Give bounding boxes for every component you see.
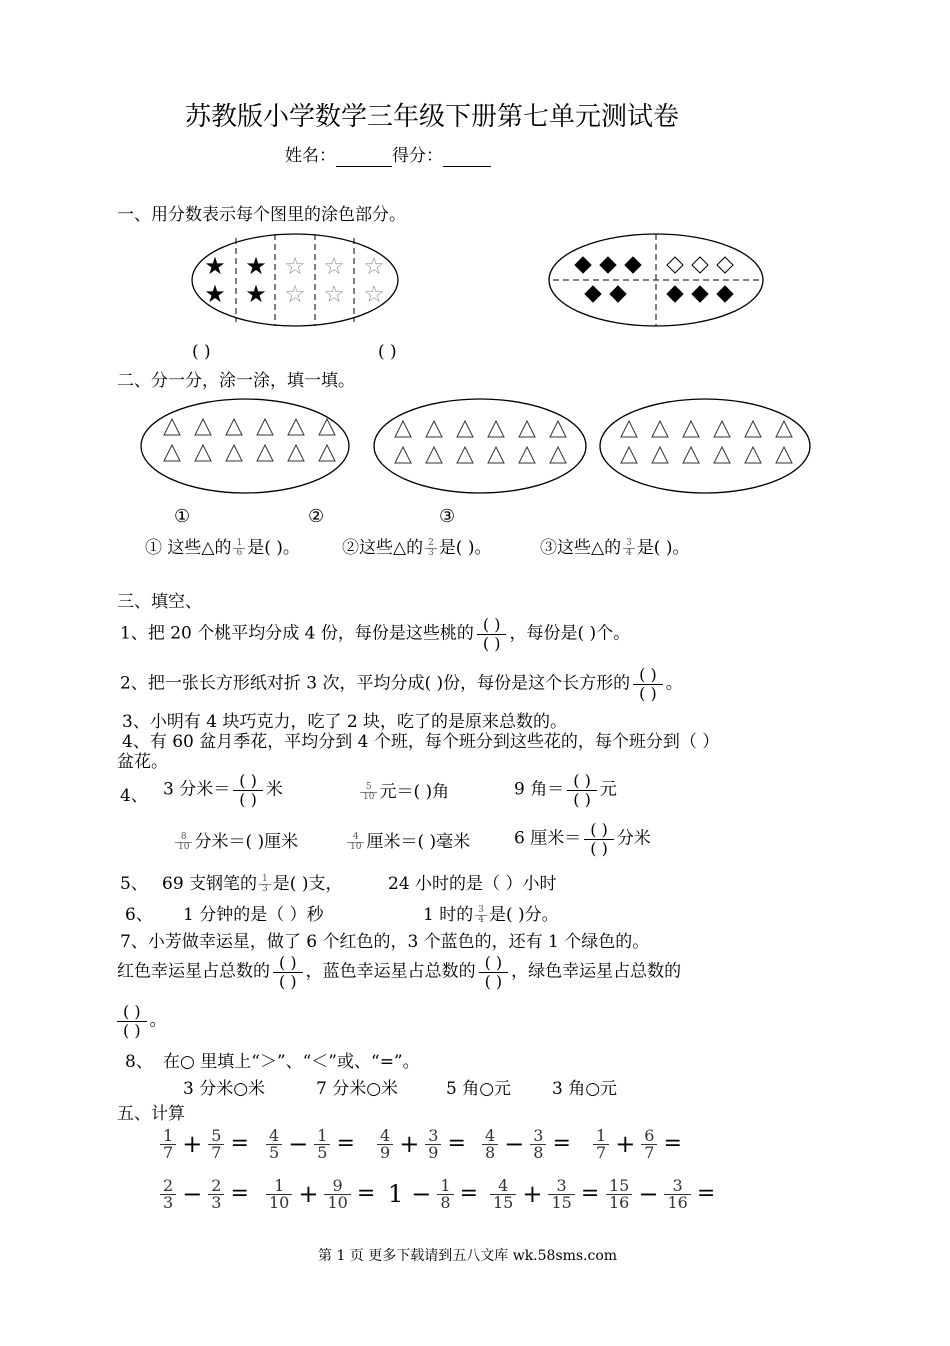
fraction (593, 1128, 609, 1161)
fraction (641, 1128, 657, 1161)
numerator-blank: ( ) (639, 665, 657, 684)
unit-c-unit: 元 (599, 779, 617, 800)
fraction (314, 1128, 330, 1161)
unit-question-label: 4、 (120, 786, 148, 806)
q6-text-b: 1 时的 (423, 905, 474, 925)
q5-part-a (162, 874, 342, 894)
numerator: 1 (596, 1126, 607, 1145)
numerator: 5 (365, 782, 372, 792)
q8-item-2[interactable]: 7 分米○米 (316, 1079, 399, 1099)
s2-question-2 (342, 538, 491, 558)
calc-r2-3 (388, 1178, 478, 1211)
s3-q2-text-2: 。 (665, 673, 683, 694)
numerator: 3 (428, 1126, 439, 1145)
s3-question-4-line-1: 4、有 60 盆月季花，平均分到 4 个班，每个班分到这些花的，每个班分到（ ） (122, 732, 720, 752)
unit-a-unit: 米 (265, 779, 283, 800)
q5-text-a: 69 支钢笔的 (162, 874, 258, 894)
operator: + (298, 1180, 319, 1209)
fraction-blank[interactable] (117, 1003, 147, 1039)
svg-text:☆: ☆ (363, 252, 385, 280)
svg-text:★: ★ (245, 252, 267, 280)
calc-r1-2 (264, 1128, 355, 1161)
q6-text-c[interactable]: 是( )分。 (488, 905, 559, 925)
q8-item-1[interactable]: 3 分米○米 (183, 1079, 266, 1099)
svg-text:★: ★ (204, 252, 226, 280)
unit-e-text[interactable]: 厘米＝( )毫米 (366, 832, 471, 852)
s2-q3-answer[interactable]: 是( )。 (636, 538, 690, 558)
fraction (425, 1128, 441, 1161)
triangle-oval-2 (372, 397, 588, 495)
equals-sign[interactable]: = (580, 1181, 600, 1207)
calc-r2-2 (264, 1178, 375, 1211)
section-2-heading: 二、分一分，涂一涂，填一填。 (117, 371, 355, 391)
section-5-heading: 五、计算 (117, 1104, 185, 1124)
name-label: 姓名： (285, 146, 336, 166)
fraction (208, 1178, 224, 1211)
denominator: 7 (641, 1144, 657, 1161)
numerator: 1 (163, 1126, 174, 1145)
numerator-blank: ( ) (573, 771, 591, 790)
equals-sign[interactable]: = (336, 1131, 355, 1157)
calc-r1-5 (591, 1128, 682, 1161)
numerator: 1 (236, 538, 243, 548)
denominator: 10 (266, 1194, 292, 1211)
fraction (548, 1178, 574, 1211)
numerator-blank: ( ) (484, 953, 503, 972)
fraction-blank[interactable] (584, 821, 614, 857)
operator: − (182, 1180, 203, 1209)
q7-line-3 (114, 1003, 167, 1039)
denominator: 10 (360, 792, 377, 802)
numerator: 4 (380, 1126, 391, 1145)
numerator: 3 (626, 538, 632, 548)
numerator-blank: ( ) (482, 615, 501, 634)
numerator: 3 (672, 1176, 683, 1195)
fraction (530, 1128, 546, 1161)
unit-conversion-a (163, 772, 283, 808)
denominator: 4 (623, 548, 635, 558)
svg-text:☆: ☆ (284, 280, 306, 308)
denominator-blank: ( ) (233, 790, 263, 809)
denominator-blank: ( ) (633, 684, 663, 703)
fraction (160, 1178, 176, 1211)
q8-item-3[interactable]: 5 角○元 (446, 1079, 512, 1099)
svg-text:☆: ☆ (363, 280, 385, 308)
unit-c-text: 9 角＝ (514, 779, 565, 800)
s2-question-1 (145, 538, 300, 558)
fraction (606, 1178, 632, 1211)
q6-part-b (423, 905, 559, 925)
page-footer: 第 1 页 更多下载请到五八文库 wk.58sms.com (318, 1248, 618, 1264)
q8-item-4[interactable]: 3 角○元 (552, 1079, 618, 1099)
s3-q1-text: 1、把 20 个桃平均分成 4 份，每份是这些桃的 (120, 623, 474, 644)
fraction (324, 1178, 350, 1211)
equals-sign[interactable]: = (230, 1181, 249, 1207)
denominator: 4 (475, 915, 487, 925)
fraction (425, 539, 437, 558)
numerator: 3 (533, 1126, 544, 1145)
svg-text:★: ★ (204, 280, 226, 308)
equals-sign[interactable]: = (447, 1131, 466, 1157)
denominator: 3 (259, 884, 271, 894)
denominator: 3 (425, 548, 437, 558)
numerator-blank: ( ) (239, 771, 257, 790)
equals-sign[interactable]: = (552, 1131, 571, 1157)
numerator: 4 (269, 1126, 280, 1145)
denominator: 7 (208, 1144, 224, 1161)
denominator: 10 (324, 1194, 350, 1211)
fraction (175, 833, 192, 852)
page-title: 苏教版小学数学三年级下册第七单元测试卷 (185, 102, 680, 132)
denominator: 9 (425, 1144, 441, 1161)
fraction (233, 539, 245, 558)
calc-r1-1 (158, 1128, 249, 1161)
fraction (623, 539, 635, 558)
q7-line-2 (117, 954, 681, 990)
q8-instruction: 在○ 里填上“＞”、“＜”或、“=”。 (163, 1052, 420, 1072)
denominator-blank: ( ) (479, 972, 509, 991)
denominator-blank: ( ) (584, 839, 614, 858)
fraction-blank[interactable] (567, 772, 597, 808)
s2-question-3 (540, 538, 689, 558)
numerator: 8 (180, 832, 187, 842)
fraction (360, 783, 377, 802)
diamond-oval-figure (547, 232, 765, 328)
calc-r2-5 (604, 1178, 715, 1211)
fraction-blank[interactable] (273, 954, 303, 990)
unit-conversion-b (358, 782, 449, 802)
operator: + (399, 1130, 420, 1159)
calc-r1-4 (480, 1128, 571, 1161)
unit-conversion-e (345, 832, 470, 852)
fraction (475, 906, 487, 925)
name-score-line (285, 146, 491, 167)
q7-end: 。 (149, 1010, 167, 1031)
fraction-blank[interactable] (633, 666, 663, 702)
section-1-heading: 一、用分数表示每个图里的涂色部分。 (117, 205, 406, 225)
circled-label-2: ② (308, 506, 325, 527)
denominator: 5 (266, 1144, 282, 1161)
fraction (377, 1128, 393, 1161)
equals-sign[interactable]: = (459, 1181, 479, 1207)
calc-r1-3 (375, 1128, 466, 1161)
numerator: 6 (644, 1126, 655, 1145)
numerator-blank: ( ) (279, 953, 297, 972)
triangle-oval-1 (139, 397, 351, 495)
s3-q1-text-2: ，每份是( )个。 (509, 623, 631, 644)
denominator: 16 (664, 1194, 690, 1211)
triangle-oval-3 (598, 397, 812, 495)
operator: + (615, 1130, 636, 1159)
numerator: 4 (498, 1176, 509, 1195)
denominator: 15 (490, 1194, 516, 1211)
circled-label-1: ① (174, 506, 191, 527)
q6-label: 6、 (125, 905, 153, 925)
svg-text:☆: ☆ (323, 252, 345, 280)
answer-blank-1[interactable]: ( ) (192, 342, 211, 362)
q5-part-c[interactable]: 24 小时的是（ ）小时 (388, 874, 557, 894)
calc-r2-1 (158, 1178, 249, 1211)
fraction (482, 1128, 498, 1161)
numerator: 1 (274, 1176, 285, 1195)
star-oval-figure (190, 232, 400, 328)
numerator-blank: ( ) (590, 820, 608, 839)
calc-r2-4 (488, 1178, 599, 1211)
numerator: 2 (211, 1176, 222, 1195)
denominator: 8 (437, 1194, 453, 1211)
q6-part-a[interactable]: 1 分钟的是（ ）秒 (183, 905, 324, 925)
s3-question-1 (120, 616, 630, 652)
fraction-blank[interactable] (477, 616, 507, 652)
fraction (266, 1178, 292, 1211)
s2-q2-text: ②这些△的 (342, 538, 424, 558)
q5-label: 5、 (120, 874, 148, 894)
q7-line-1: 7、小芳做幸运星，做了 6 个红色的，3 个蓝色的，还有 1 个绿色的。 (120, 932, 650, 952)
denominator: 5 (314, 1144, 330, 1161)
denominator: 15 (548, 1194, 574, 1211)
circled-label-3: ③ (439, 506, 456, 527)
numerator: 1 (317, 1126, 328, 1145)
numerator: 3 (556, 1176, 567, 1195)
operator: − (288, 1130, 309, 1159)
score-label: 得分： (392, 146, 443, 166)
q8-label: 8、 (125, 1052, 153, 1072)
s2-q3-text: ③这些△的 (540, 538, 622, 558)
equals-sign[interactable]: = (696, 1181, 716, 1207)
equals-sign[interactable]: = (356, 1181, 376, 1207)
denominator: 10 (347, 842, 364, 852)
answer-blank-2[interactable]: ( ) (378, 342, 397, 362)
fraction-blank[interactable] (479, 954, 509, 990)
numerator: 1 (440, 1176, 451, 1195)
fraction (664, 1178, 690, 1211)
numerator: 5 (211, 1126, 222, 1145)
numerator: 2 (163, 1176, 174, 1195)
unit-conversion-f (514, 821, 651, 857)
fraction (437, 1178, 453, 1211)
unit-conversion-d (173, 832, 298, 852)
denominator: 3 (160, 1194, 176, 1211)
svg-text:☆: ☆ (284, 252, 306, 280)
denominator: 10 (175, 842, 192, 852)
numerator: 9 (332, 1176, 343, 1195)
operator: − (411, 1180, 432, 1209)
svg-text:☆: ☆ (323, 280, 345, 308)
s3-question-3: 3、小明有 4 块巧克力，吃了 2 块，吃了的是原来总数的。 (122, 712, 568, 732)
numerator: 1 (262, 874, 268, 884)
q7-text-a: 红色幸运星占总数的 (117, 961, 270, 982)
operator: − (638, 1180, 659, 1209)
operator: + (182, 1130, 203, 1159)
unit-a-text: 3 分米＝ (163, 779, 231, 800)
numerator: 15 (609, 1176, 630, 1195)
fraction (266, 1128, 282, 1161)
denominator: 8 (482, 1144, 498, 1161)
operator: − (504, 1130, 525, 1159)
denominator-blank: ( ) (273, 972, 303, 991)
fraction (160, 1128, 176, 1161)
fraction (259, 875, 271, 894)
unit-conversion-c (514, 772, 617, 808)
s2-q1-answer[interactable]: 是( )。 (247, 538, 300, 558)
denominator-blank: ( ) (117, 1021, 147, 1040)
denominator: 6 (233, 548, 245, 558)
fraction-blank[interactable] (233, 772, 263, 808)
operator: + (522, 1180, 543, 1209)
q7-text-c: ，绿色幸运星占总数的 (511, 961, 682, 982)
name-blank[interactable] (336, 146, 392, 167)
numerator: 4 (352, 832, 359, 842)
denominator: 16 (606, 1194, 632, 1211)
denominator-blank: ( ) (567, 790, 597, 809)
section-3-heading: 三、填空、 (117, 592, 202, 612)
numerator: 3 (478, 905, 484, 915)
unit-f-text: 6 厘米＝ (514, 828, 582, 849)
denominator: 7 (593, 1144, 609, 1161)
s3-q2-text: 2、把一张长方形纸对折 3 次，平均分成( )份，每份是这个长方形的 (120, 673, 631, 694)
numerator: 4 (485, 1126, 496, 1145)
unit-b-text[interactable]: 元＝( )角 (379, 782, 450, 802)
q5-text-b[interactable]: 是( )支， (272, 874, 343, 894)
fraction (208, 1128, 224, 1161)
unit-d-text[interactable]: 分米＝( )厘米 (194, 832, 299, 852)
s2-q2-answer[interactable]: 是( )。 (438, 538, 492, 558)
equals-sign[interactable]: = (663, 1131, 682, 1157)
s2-q1-text: ① 这些△的 (145, 538, 232, 558)
unit-f-unit: 分米 (616, 828, 651, 849)
q7-text-b: ，蓝色幸运星占总数的 (305, 961, 476, 982)
svg-text:★: ★ (245, 280, 267, 308)
whole-number: 1 (388, 1180, 404, 1209)
numerator-blank: ( ) (123, 1002, 141, 1021)
denominator: 3 (208, 1194, 224, 1211)
equals-sign[interactable]: = (230, 1131, 249, 1157)
numerator: 2 (428, 538, 434, 548)
denominator: 9 (377, 1144, 393, 1161)
fraction (347, 833, 364, 852)
fraction (490, 1178, 516, 1211)
s3-question-2 (120, 666, 683, 702)
denominator: 7 (160, 1144, 176, 1161)
score-blank[interactable] (443, 146, 491, 167)
denominator: 8 (530, 1144, 546, 1161)
s3-question-4-line-2: 盆花。 (117, 752, 168, 772)
denominator-blank: ( ) (477, 634, 507, 653)
